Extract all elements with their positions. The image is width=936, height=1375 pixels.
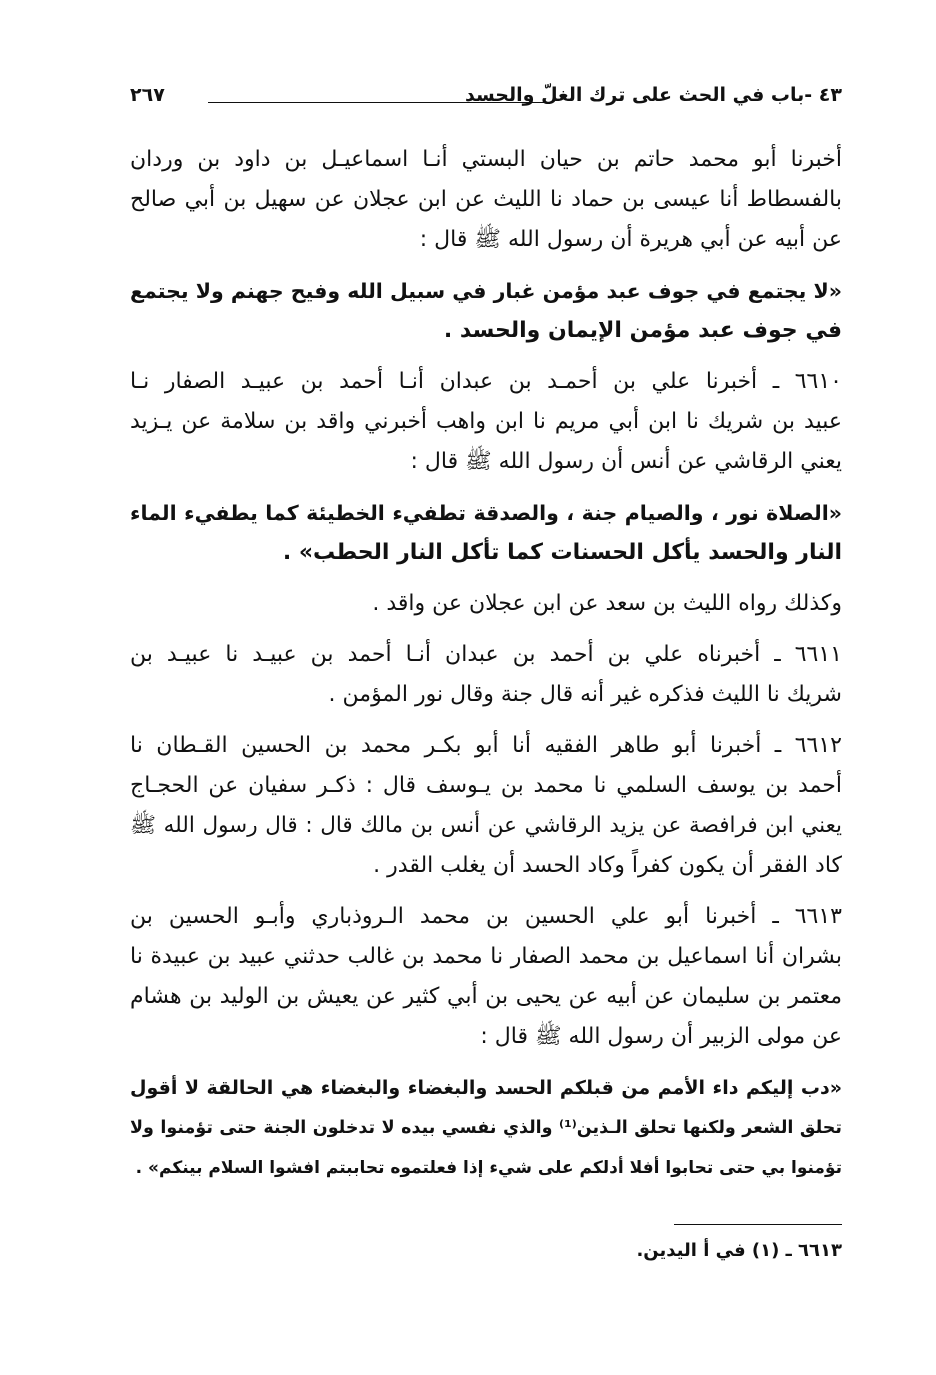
running-title: ٤٣ -باب في الحث على ترك الغلّ والحسد bbox=[465, 84, 842, 106]
text-line: في جوف عبد مؤمن الإيمان والحسد . bbox=[443, 318, 842, 343]
footnote: ٦٦١٣ ـ (١) في أ اليدين. bbox=[636, 1240, 842, 1261]
paragraph bbox=[130, 726, 842, 886]
paragraph bbox=[130, 140, 842, 260]
text-line: أخبرنا أبو محمد حاتم بن حيان البستي أنـا اسماعيـل بن داود بن وردان bbox=[130, 147, 842, 172]
text-line: بشران أنا اسماعيل بن محمد الصفار نا محمد بن غالب حدثني عبيد بن عبيدة نا bbox=[130, 944, 842, 969]
paragraph bbox=[130, 635, 842, 715]
text-line: ٦٦١٣ ـ أخبرنا أبو علي الحسين بن محمد الـروذباري وأبـو الحسين بن bbox=[130, 904, 842, 929]
text-line: شريك نا الليث فذكره غير أنه قال جنة وقال نور المؤمن . bbox=[328, 682, 842, 707]
paragraph bbox=[130, 362, 842, 482]
text-line: ٦٦١٠ ـ أخبرنا علي بن أحمـد بن عبدان أنـا أحمد بن عبيـد الصفار نـا bbox=[130, 369, 842, 394]
hadith-quote bbox=[130, 1068, 842, 1188]
hadith-quote bbox=[130, 493, 842, 573]
text-line: «الصلاة نور ، والصيام جنة ، والصدقة تطفيء الخطيئة كما يطفيء الماء bbox=[130, 501, 842, 525]
text-line: عن أبيه عن أبي هريرة أن رسول الله ﷺ قال : bbox=[419, 227, 842, 252]
text-line: بالفسطاط أنا عيسى بن حماد نا الليث عن ابن عجلان عن سهيل بن أبي صالح bbox=[130, 187, 842, 212]
text-line: «لا يجتمع في جوف عبد مؤمن غبار في سبيل الله وفيح جهنم ولا يجتمع bbox=[130, 279, 842, 303]
text-line: النار والحسد يأكل الحسنات كما تأكل النار الحطب» . bbox=[282, 540, 842, 565]
text-line: عبيد بن شريك نا ابن أبي مريم نا ابن واهب أخبرني واقد بن سلامة عن يـزيد bbox=[130, 409, 842, 434]
text-line: تؤمنوا بي حتى تحابوا أفلا أدلكم على شيء إذا فعلتموه تحاببتم افشوا السلام بينكم» . bbox=[135, 1158, 842, 1178]
text-line: أحمد بن يوسف السلمي نا محمد بن يـوسف قال : ذكـر سفيان عن الحجـاج bbox=[130, 773, 842, 798]
text-line: «دب إليكم داء الأمم من قبلكم الحسد والبغضاء والبغضاء هي الحالقة لا أقول bbox=[130, 1077, 842, 1099]
body-text bbox=[130, 140, 842, 1199]
text-line: يعني ابن فرافصة عن يزيد الرقاشي عن أنس بن مالك قال : قال رسول الله ﷺ bbox=[130, 813, 842, 838]
hadith-quote bbox=[130, 271, 842, 351]
paragraph bbox=[130, 584, 842, 624]
text-line: وكذلك رواه الليث بن سعد عن ابن عجلان عن واقد . bbox=[372, 591, 842, 616]
text-line: عن مولى الزبير أن رسول الله ﷺ قال : bbox=[480, 1024, 842, 1049]
paragraph bbox=[130, 897, 842, 1057]
footnote-rule bbox=[674, 1224, 842, 1225]
text-line: معتمر بن سليمان عن أبيه عن يحيى بن أبي كثير عن يعيش بن الوليد بن هشام bbox=[130, 984, 842, 1009]
page-number: ٢٦٧ bbox=[130, 84, 165, 106]
header-rule bbox=[208, 102, 552, 103]
text-line: تحلق الشعر ولكنها تحلق الـذين⁽¹⁾ والذي نفسي بيده لا تدخلون الجنة حتى تؤمنوا ولا bbox=[130, 1118, 842, 1138]
text-line: ٦٦١١ ـ أخبرناه علي بن أحمد بن عبدان أنـا أحمد بن عبيـد نا عبيـد بن bbox=[130, 642, 842, 667]
text-line: يعني الرقاشي عن أنس أن رسول الله ﷺ قال : bbox=[410, 449, 842, 474]
text-line: ٦٦١٢ ـ أخبرنا أبو طاهر الفقيه أنا أبو بكـر محمد بن الحسين القـطان نا bbox=[130, 733, 842, 758]
page-header bbox=[130, 84, 842, 120]
text-line: كاد الفقر أن يكون كفراً وكاد الحسد أن يغلب القدر . bbox=[373, 853, 842, 878]
